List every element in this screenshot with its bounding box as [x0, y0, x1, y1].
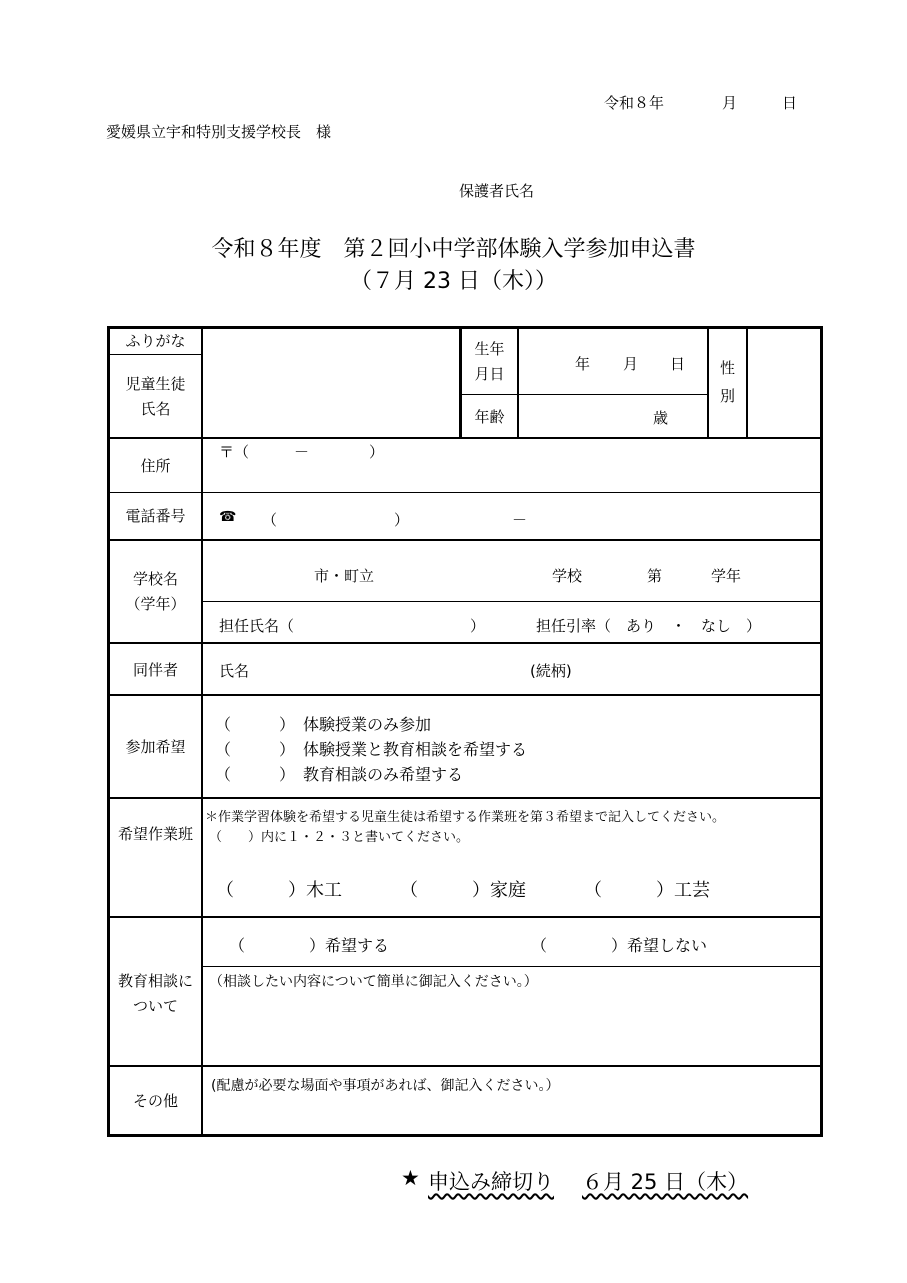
star-icon: ★	[401, 1166, 420, 1190]
phone-open-paren[interactable]: （	[262, 511, 278, 529]
birth-age-divider	[459, 394, 709, 395]
consult-label-2: ついて	[132, 997, 178, 1015]
companion-relation[interactable]: (続柄)	[530, 662, 572, 680]
consult-inner-divider	[201, 966, 823, 967]
deadline	[428, 1166, 748, 1196]
address-label: 住所	[140, 457, 171, 475]
consult-note: （相談したい内容について簡単に御記入ください。）	[209, 974, 538, 990]
table-bottom-border	[107, 1134, 823, 1137]
table-right-border	[820, 326, 823, 1137]
date-era: 令和８年	[604, 94, 665, 112]
participation-option-1[interactable]: （ ） 体験授業のみ参加	[215, 715, 432, 734]
companion-name[interactable]: 氏名	[219, 662, 250, 680]
row-divider-4	[107, 642, 823, 644]
guardian-label: 保護者氏名	[459, 182, 535, 200]
participation-label: 参加希望	[125, 738, 186, 756]
consult-label-1: 教育相談に	[117, 972, 193, 990]
birth-label-1: 生年	[474, 340, 505, 358]
birth-month-unit: 月	[623, 355, 639, 373]
age-label: 年齢	[474, 408, 505, 426]
deadline-date: ６月 25 日（木）	[582, 1170, 749, 1194]
teacher-name[interactable]: 担任氏名（	[219, 617, 295, 635]
deadline-label: 申込み締切り	[428, 1170, 554, 1194]
other-note: (配慮が必要な場面や事項があれば、御記入ください。）	[211, 1078, 560, 1094]
phone-label: 電話番号	[125, 507, 186, 525]
sex-left-divider	[707, 326, 709, 439]
school-label-2: （学年）	[125, 595, 186, 613]
work-label: 希望作業班	[117, 825, 193, 843]
address-field[interactable]: 〒（ － ）	[219, 443, 385, 461]
row-divider-3	[107, 539, 823, 541]
consult-yes[interactable]: （ ）希望する	[229, 936, 390, 955]
companion-label: 同伴者	[132, 661, 178, 679]
page-subtitle: （７月 23 日（木））	[350, 269, 557, 294]
school-grade[interactable]: 学年	[711, 567, 742, 585]
birth-day-unit: 日	[670, 355, 686, 373]
birth-label-divider	[517, 326, 519, 439]
school-city[interactable]: 市・町立	[314, 567, 375, 585]
page-title: 令和８年度 第２回小中学部体験入学参加申込書	[211, 237, 696, 262]
school-dai[interactable]: 第	[647, 567, 663, 585]
participation-option-3[interactable]: （ ） 教育相談のみ希望する	[215, 765, 464, 784]
sex-right-divider	[746, 326, 748, 439]
school-inner-divider	[201, 601, 823, 602]
sex-label-1: 性	[719, 359, 735, 377]
row-divider-7	[107, 916, 823, 918]
phone-close-paren[interactable]: ）	[394, 511, 410, 529]
school-school[interactable]: 学校	[552, 567, 583, 585]
work-note-2: （ ）内に１・２・３と書いてください。	[209, 830, 470, 845]
row-divider-2	[107, 492, 823, 493]
phone-dash[interactable]: －	[512, 511, 528, 529]
date-day: 日	[782, 94, 798, 112]
date-month: 月	[722, 94, 738, 112]
recipient: 愛媛県立宇和特別支援学校長 様	[106, 123, 332, 141]
school-label-1: 学校名	[132, 570, 178, 588]
work-note-1: ＊作業学習体験を希望する児童生徒は希望する作業班を第３希望まで記入してください。	[205, 810, 726, 825]
furigana-divider	[107, 354, 203, 355]
row-divider-5	[107, 694, 823, 696]
teacher-escort[interactable]: 担任引率（ あり ・ なし ）	[536, 617, 762, 635]
row-divider-8	[107, 1065, 823, 1067]
consult-no[interactable]: （ ）希望しない	[531, 936, 708, 955]
row-divider-6	[107, 797, 823, 799]
child-name-label-2: 氏名	[140, 400, 171, 418]
work-option-home[interactable]: （ ）家庭	[400, 880, 526, 901]
work-option-craft[interactable]: （ ）工芸	[584, 880, 710, 901]
participation-option-2[interactable]: （ ） 体験授業と教育相談を希望する	[215, 740, 528, 759]
child-name-label-1: 児童生徒	[125, 375, 186, 393]
table-top-border	[107, 326, 823, 329]
age-unit: 歳	[653, 409, 669, 427]
work-option-woodwork[interactable]: （ ）木工	[216, 880, 342, 901]
other-label: その他	[132, 1092, 178, 1110]
sex-label-2: 別	[719, 387, 735, 405]
phone-icon: ☎	[219, 509, 237, 525]
birth-label-2: 月日	[474, 365, 505, 383]
label-column-divider	[201, 326, 203, 1137]
row-divider-1	[107, 437, 823, 439]
birth-year-unit: 年	[575, 355, 591, 373]
teacher-name-close: ）	[470, 617, 486, 635]
furigana-label: ふりがな	[125, 332, 186, 350]
